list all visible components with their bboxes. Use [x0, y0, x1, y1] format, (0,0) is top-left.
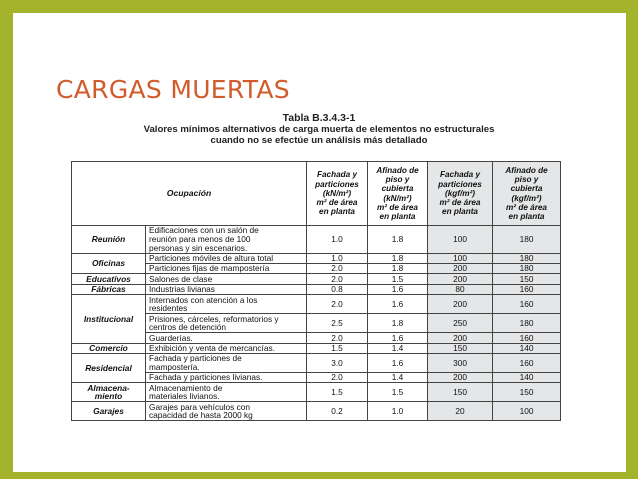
header-line: Fachada y — [439, 170, 481, 180]
header-line: en planta — [442, 207, 478, 217]
description-line: materiales livianos. — [149, 391, 220, 402]
table-row — [72, 372, 561, 382]
value-cell: 1.6 — [368, 284, 428, 294]
value-cell: 200 — [428, 333, 493, 343]
header-line: piso y — [514, 175, 539, 185]
value-cell: 300 — [428, 353, 493, 372]
value-cell: 80 — [428, 284, 493, 294]
table-row — [72, 314, 561, 333]
value-cell: 200 — [428, 295, 493, 314]
value-cell: 180 — [493, 263, 561, 273]
table-row — [72, 353, 561, 372]
category-line: Institucional — [83, 313, 134, 324]
header-line: cubierta — [381, 184, 414, 194]
category-line: Almacena- — [87, 382, 130, 393]
description-line: Prisiones, cárceles, reformatorios y — [149, 313, 279, 324]
header-line: piso y — [385, 175, 410, 185]
value-cell: 140 — [493, 343, 561, 353]
value-cell: 100 — [428, 253, 493, 263]
header-line: (kgf/m²) — [511, 193, 542, 203]
category-cell — [72, 353, 146, 382]
table-row — [72, 284, 561, 294]
value-cell: 2.0 — [307, 263, 368, 273]
value-cell: 1.8 — [368, 263, 428, 273]
header-line: Afinado de — [505, 165, 548, 175]
description-line: Almacenamiento de — [149, 382, 223, 393]
description-cell — [146, 284, 307, 294]
table-row — [72, 343, 561, 353]
slide-title: CARGAS MUERTAS — [56, 75, 290, 104]
value-cell: 160 — [493, 353, 561, 372]
description-cell — [146, 253, 307, 263]
value-cell: 2.0 — [307, 274, 368, 284]
value-cell: 200 — [428, 372, 493, 382]
description-line: personas y sin escenarios. — [149, 242, 248, 253]
value-cell: 20 — [428, 402, 493, 421]
description-cell — [146, 263, 307, 273]
header-fachada-kn — [307, 162, 368, 226]
table-row — [72, 253, 561, 263]
value-cell: 150 — [428, 343, 493, 353]
table-header-row — [72, 162, 561, 226]
header-line: en planta — [379, 211, 416, 221]
description-cell — [146, 333, 307, 343]
value-cell: 100 — [493, 402, 561, 421]
header-line: Fachada y — [316, 170, 358, 180]
category-line: Residencial — [85, 362, 132, 373]
category-cell — [72, 284, 146, 294]
category-cell — [72, 253, 146, 274]
description-line: capacidad de hasta 2000 kg — [149, 410, 253, 421]
table-caption-line-2: cuando no se efectúe un análisis más detallado — [210, 135, 428, 146]
description-line: Fachada y particiones livianas. — [149, 372, 263, 383]
value-cell: 140 — [493, 372, 561, 382]
table-row — [72, 402, 561, 421]
description-cell — [146, 295, 307, 314]
category-line: Fábricas — [91, 284, 126, 295]
header-line: (kgf/m²) — [445, 188, 476, 198]
value-cell: 150 — [493, 274, 561, 284]
value-cell: 1.6 — [368, 333, 428, 343]
value-cell: 1.5 — [368, 274, 428, 284]
category-cell — [72, 383, 146, 402]
description-line: Internados con atención a los — [149, 294, 258, 305]
description-line: centros de detención — [149, 322, 227, 333]
value-cell: 150 — [493, 383, 561, 402]
header-line: (kN/m²) — [322, 188, 352, 198]
description-line: Garajes para vehículos con — [149, 401, 251, 412]
header-line: en planta — [319, 207, 355, 217]
description-cell — [146, 274, 307, 284]
description-cell — [146, 372, 307, 382]
description-line: Particiones móviles de altura total — [149, 253, 274, 263]
value-cell: 200 — [428, 274, 493, 284]
value-cell: 2.5 — [307, 314, 368, 333]
category-cell — [72, 343, 146, 353]
header-line: m² de área — [377, 202, 418, 212]
value-cell: 100 — [428, 226, 493, 254]
header-line: Afinado de — [376, 165, 419, 175]
category-cell — [72, 226, 146, 254]
description-cell — [146, 353, 307, 372]
header-line: particiones — [438, 179, 482, 189]
value-cell: 160 — [493, 333, 561, 343]
header-line: particiones — [315, 179, 359, 189]
description-cell — [146, 383, 307, 402]
header-afinado-kgf — [493, 162, 561, 226]
value-cell: 150 — [428, 383, 493, 402]
value-cell: 1.8 — [368, 253, 428, 263]
header-line: en planta — [508, 211, 545, 221]
description-line: Exhibición y venta de mercancías. — [149, 343, 275, 353]
value-cell: 160 — [493, 295, 561, 314]
value-cell: 1.0 — [307, 253, 368, 263]
table-number: Tabla B.3.4.3-1 — [282, 112, 356, 124]
description-line: Particiones fijas de mampostería — [149, 263, 270, 274]
value-cell: 1.0 — [307, 226, 368, 254]
value-cell: 0.8 — [307, 284, 368, 294]
category-line: miento — [94, 391, 123, 402]
description-line: mampostería. — [149, 361, 200, 372]
value-cell: 160 — [493, 284, 561, 294]
value-cell: 1.6 — [368, 295, 428, 314]
category-line: Reunión — [91, 234, 126, 244]
category-line: Oficinas — [91, 258, 126, 269]
dead-load-table — [71, 161, 561, 421]
description-line: Salones de clase — [149, 273, 213, 284]
description-line: Fachada y particiones de — [149, 353, 242, 364]
description-cell — [146, 226, 307, 254]
category-line: Comercio — [89, 343, 128, 353]
value-cell: 2.0 — [307, 333, 368, 343]
value-cell: 0.2 — [307, 402, 368, 421]
table-row — [72, 333, 561, 343]
description-line: Guarderías. — [149, 332, 193, 343]
value-cell: 180 — [493, 253, 561, 263]
header-line: m² de área — [316, 198, 358, 208]
description-cell — [146, 402, 307, 421]
description-line: Industrias livianas — [149, 284, 215, 295]
value-cell: 1.8 — [368, 226, 428, 254]
table-row — [72, 383, 561, 402]
description-cell — [146, 314, 307, 333]
value-cell: 1.5 — [307, 343, 368, 353]
category-cell — [72, 274, 146, 284]
value-cell: 2.0 — [307, 295, 368, 314]
value-cell: 2.0 — [307, 372, 368, 382]
header-fachada-kgf — [428, 162, 493, 226]
description-line: residentes — [149, 303, 188, 314]
header-line: m² de área — [506, 202, 547, 212]
header-ocupacion: Ocupación — [72, 162, 307, 226]
value-cell: 1.5 — [307, 383, 368, 402]
header-line: (kN/m²) — [383, 193, 412, 203]
table-row — [72, 274, 561, 284]
table-row — [72, 295, 561, 314]
table-row — [72, 263, 561, 273]
table-row — [72, 226, 561, 254]
value-cell: 180 — [493, 314, 561, 333]
description-cell — [146, 343, 307, 353]
value-cell: 1.5 — [368, 383, 428, 402]
value-cell: 1.0 — [368, 402, 428, 421]
category-line: Garajes — [93, 406, 124, 417]
header-line: cubierta — [510, 184, 543, 194]
value-cell: 250 — [428, 314, 493, 333]
category-cell — [72, 402, 146, 421]
value-cell: 200 — [428, 263, 493, 273]
description-line: reunión para menos de 100 — [149, 234, 251, 244]
header-afinado-kn — [368, 162, 428, 226]
value-cell: 3.0 — [307, 353, 368, 372]
value-cell: 1.6 — [368, 353, 428, 372]
category-line: Educativos — [86, 273, 131, 284]
value-cell: 1.8 — [368, 314, 428, 333]
category-cell — [72, 295, 146, 343]
header-line: m² de área — [439, 198, 481, 208]
value-cell: 180 — [493, 226, 561, 254]
value-cell: 1.4 — [368, 343, 428, 353]
description-line: Edificaciones con un salón de — [149, 225, 259, 236]
value-cell: 1.4 — [368, 372, 428, 382]
table-caption-line-1: Valores mínimos alternativos de carga muerta de elementos no estructurales — [143, 124, 495, 135]
table-body — [72, 226, 561, 421]
